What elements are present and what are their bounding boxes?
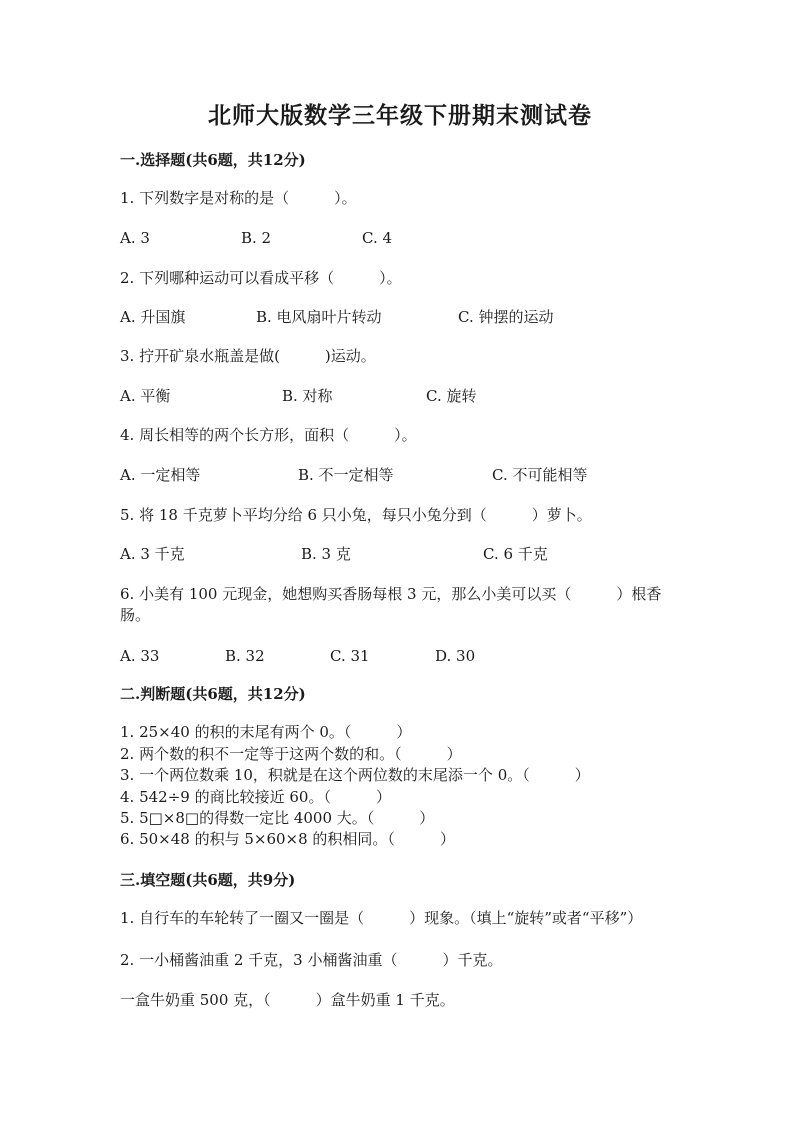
exam-title: 北师大版数学三年级下册期末测试卷	[208, 102, 592, 129]
question-5-option-b: B. 3 克	[301, 545, 351, 563]
question-2-stem: 2. 下列哪种运动可以看成平移（ ）。	[120, 269, 402, 287]
question-1-stem: 1. 下列数字是对称的是（ ）。	[120, 189, 357, 207]
question-1-option-a: A. 3	[120, 229, 150, 247]
fill-item-2-continued: 一盒牛奶重 500 克，（ ）盒牛奶重 1 千克。	[120, 991, 455, 1009]
question-6-option-a: A. 33	[120, 647, 160, 665]
question-4-stem: 4. 周长相等的两个长方形，面积（ ）。	[120, 426, 417, 444]
question-2-option-a: A. 升国旗	[120, 308, 186, 326]
question-3-option-a: A. 平衡	[120, 387, 171, 405]
fill-item-2: 2. 一小桶酱油重 2 千克，3 小桶酱油重（ ）千克。	[120, 951, 503, 969]
question-4-option-c: C. 不可能相等	[492, 466, 588, 484]
question-1-option-b: B. 2	[241, 229, 272, 247]
question-3-stem: 3. 拧开矿泉水瓶盖是做( )运动。	[120, 347, 376, 365]
question-4-option-a: A. 一定相等	[120, 466, 201, 484]
question-1-option-c: C. 4	[362, 229, 393, 247]
judge-item-4: 4. 542÷9 的商比较接近 60。（ ）	[120, 788, 391, 806]
judge-item-5: 5. 5□×8□的得数一定比 4000 大。（ ）	[120, 809, 435, 827]
question-3-option-c: C. 旋转	[426, 387, 477, 405]
question-6-option-c: C. 31	[330, 647, 370, 665]
fill-item-1: 1. 自行车的车轮转了一圈又一圈是（ ）现象。（填上“旋转”或者“平移”）	[120, 909, 643, 927]
question-2-option-b: B. 电风扇叶片转动	[256, 308, 382, 326]
question-5-option-a: A. 3 千克	[120, 545, 185, 563]
question-5-stem: 5. 将 18 千克萝卜平均分给 6 只小兔，每只小兔分到（ ）萝卜。	[120, 506, 592, 524]
question-6-option-d: D. 30	[435, 647, 476, 665]
question-3-option-b: B. 对称	[282, 387, 333, 405]
question-6-option-b: B. 32	[225, 647, 265, 665]
section-1-heading: 一.选择题(共6题，共12分)	[120, 151, 306, 169]
judge-item-1: 1. 25×40 的积的末尾有两个 0。（ ）	[120, 723, 412, 741]
question-6-stem: 6. 小美有 100 元现金，她想购买香肠每根 3 元，那么小美可以买（ ）根香肠。	[120, 585, 662, 624]
section-2-heading: 二.判断题(共6题，共12分)	[120, 685, 306, 703]
judge-item-3: 3. 一个两位数乘 10，积就是在这个两位数的末尾添一个 0。（ ）	[120, 766, 590, 784]
section-3-heading: 三.填空题(共6题，共9分)	[120, 871, 296, 889]
question-5-option-c: C. 6 千克	[483, 545, 548, 563]
judge-item-2: 2. 两个数的积不一定等于这两个数的和。（ ）	[120, 745, 462, 763]
question-4-option-b: B. 不一定相等	[298, 466, 394, 484]
question-2-option-c: C. 钟摆的运动	[458, 308, 554, 326]
judge-item-6: 6. 50×48 的积与 5×60×8 的积相同。（ ）	[120, 830, 455, 848]
